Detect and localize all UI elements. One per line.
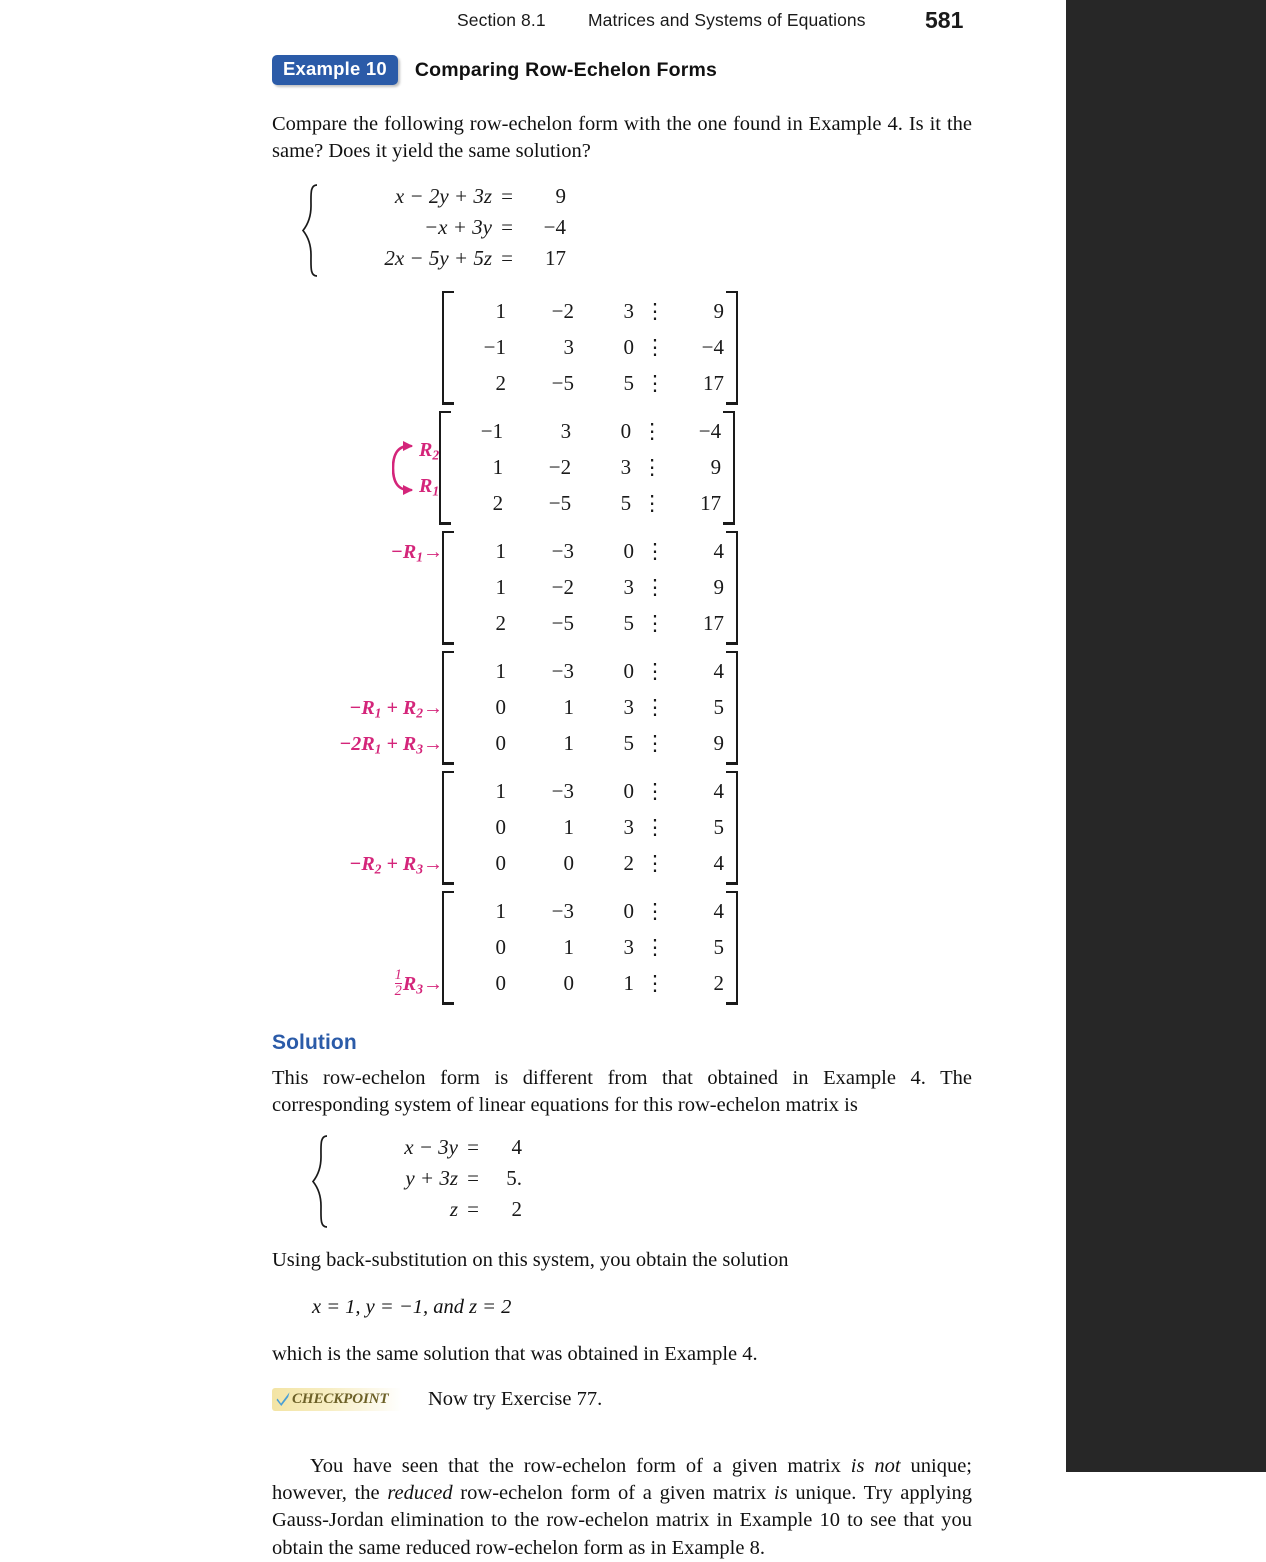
checkpoint-badge (272, 1388, 402, 1411)
matrix-cell: 3 (560, 419, 572, 443)
bracket-left (442, 891, 454, 1005)
matrix-cell: 9 (713, 299, 724, 323)
equation-lhs: 2x − 5y + 5z (384, 245, 492, 270)
page-number: 581 (925, 7, 964, 33)
right-arrow-icon: → (423, 852, 442, 875)
equation-row (320, 215, 566, 246)
matrix-cell: 2 (495, 611, 506, 635)
matrix-row: 1 −2 3 ⋮ 9 (451, 450, 723, 486)
matrix-row: 2 −5 5 ⋮ 17 (454, 606, 726, 642)
matrix-cell: 5 (623, 731, 634, 755)
bracket-left (442, 531, 454, 645)
example-heading (272, 55, 972, 85)
same-solution-text: which is the same solution that was obtained in Example 4. (272, 1342, 758, 1365)
equation-sign: = (501, 214, 513, 239)
equation-rhs: 17 (545, 245, 566, 270)
matrix-row: 1 −3 0 ⋮ 4 (454, 654, 726, 690)
swap-label-bottom: $R_1$ (419, 474, 440, 498)
matrix-row: −1 3 0 ⋮ −4 (454, 330, 726, 366)
equation-sign: = (467, 1135, 479, 1159)
matrix-cell: 4 (713, 779, 724, 803)
bracket-left (442, 291, 454, 405)
matrix-cell: 5 (713, 935, 724, 959)
one-half-fraction: $\frac{1}{2}$ (394, 967, 402, 999)
matrix-cell: 4 (713, 851, 724, 875)
equation-rhs: 5. (506, 1166, 522, 1190)
equation-rhs: 9 (555, 183, 566, 208)
equation-rhs: −4 (543, 214, 566, 239)
equation-row (330, 1166, 522, 1197)
matrix-cell: −1 (483, 335, 506, 359)
matrix-row: 0 0 2 ⋮ 4 (454, 846, 726, 882)
matrix (442, 891, 738, 1005)
matrix (439, 411, 735, 525)
equation-row (330, 1135, 522, 1166)
matrix-cell: 1 (563, 731, 574, 755)
bracket-right (726, 651, 738, 765)
matrix-cell: −4 (701, 335, 724, 359)
row-operation-labels (322, 534, 442, 642)
checkmark-icon (276, 1391, 291, 1407)
row-operation-label: $-R_1 + R_2\to$ (349, 696, 442, 720)
row-operation-label: $-2R_1 + R_3\to$ (339, 732, 442, 756)
bracket-right (726, 771, 738, 885)
matrix-cell: −2 (548, 455, 572, 479)
matrix-cell: 4 (713, 539, 724, 563)
row-operation-labels (312, 654, 442, 762)
matrix-cell: 5 (713, 815, 724, 839)
right-arrow-icon: → (423, 732, 442, 755)
matrix-cell: 3 (623, 815, 634, 839)
dark-right-margin (1066, 0, 1266, 1472)
matrix-row: 0 1 3 ⋮ 5 (454, 810, 726, 846)
equation-row (320, 184, 566, 215)
matrix-cell: 5 (623, 611, 634, 635)
example-badge: Example 10 (272, 55, 398, 85)
matrix-row: 2 −5 5 ⋮ 17 (454, 366, 726, 402)
matrix-cell: 0 (623, 659, 634, 683)
closing-part-2: unique; however, the (272, 1454, 972, 1504)
matrix-cell: 0 (495, 851, 506, 875)
row-operation-labels (317, 774, 442, 882)
matrix-cell: 9 (713, 575, 724, 599)
bracket-left (442, 651, 454, 765)
matrix-row: 0 1 3 ⋮ 5 (454, 930, 726, 966)
matrix-cell: 0 (495, 695, 506, 719)
bracket-right (726, 891, 738, 1005)
matrix-cell: 0 (623, 539, 634, 563)
matrix-cell: 9 (713, 731, 724, 755)
augmented-matrix-eliminate-col2 (317, 771, 972, 885)
solution-heading: Solution (272, 1030, 357, 1054)
matrix-cell: −3 (551, 659, 574, 683)
running-head-title: Matrices and Systems of Equations (588, 10, 866, 30)
right-arrow-icon: → (423, 972, 442, 995)
matrix-cell: 0 (620, 419, 632, 443)
checkpoint-label: CHECKPOINT (292, 1390, 389, 1407)
closing-italic-2: reduced (387, 1482, 453, 1504)
matrix-row: 1 −3 0 ⋮ 4 (454, 774, 726, 810)
bracket-right (723, 411, 735, 525)
equation-lhs: z (449, 1197, 458, 1221)
matrix-cell: 1 (495, 539, 506, 563)
example-title: Comparing Row-Echelon Forms (414, 58, 718, 81)
matrix-cell: 3 (620, 455, 632, 479)
matrix-cell: 0 (623, 779, 634, 803)
right-arrow-icon: → (423, 540, 442, 563)
matrix-cell: 3 (623, 935, 634, 959)
running-head-section: Section 8.1 (457, 10, 546, 30)
matrix-cell: 4 (713, 659, 724, 683)
right-arrow-icon: → (423, 696, 442, 719)
matrix-row: −1 3 0 ⋮ −4 (451, 414, 723, 450)
matrix-cell: 5 (623, 371, 634, 395)
matrix-cell: 0 (623, 899, 634, 923)
matrix-cell: 5 (620, 491, 632, 515)
checkpoint-line (272, 1388, 972, 1411)
matrix-cell: 1 (495, 299, 506, 323)
matrix-cell: 1 (563, 695, 574, 719)
matrix-cell: 2 (623, 851, 634, 875)
matrix-cell: 1 (563, 815, 574, 839)
matrix-cell: 3 (623, 695, 634, 719)
equation-row (320, 246, 566, 277)
matrix-cell: 2 (713, 971, 724, 995)
matrix (442, 531, 738, 645)
matrix-cell: −5 (548, 491, 572, 515)
matrix-row: 0 1 5 ⋮ 9 (454, 726, 726, 762)
system-brace (302, 184, 320, 277)
matrix-cell: 0 (495, 815, 506, 839)
matrix-cell: 1 (495, 659, 506, 683)
row-operation-labels (382, 894, 442, 1002)
closing-italic-3: is (774, 1482, 788, 1504)
matrix-row: 0 1 3 ⋮ 5 (454, 690, 726, 726)
matrix (442, 651, 738, 765)
matrix-cell: 17 (703, 611, 724, 635)
bracket-right (726, 531, 738, 645)
matrix-row: 1 −3 0 ⋮ 4 (454, 534, 726, 570)
matrix-cell: 1 (495, 899, 506, 923)
equation-sign: = (501, 183, 513, 208)
matrix (442, 291, 738, 405)
matrix-cell: 0 (563, 851, 574, 875)
closing-part-1: You have seen that the row-echelon form of a given matrix (310, 1454, 851, 1477)
matrix-cell: −2 (551, 575, 574, 599)
matrix-cell: 3 (563, 335, 574, 359)
augmented-matrix-initial (442, 291, 972, 405)
matrix-cell: 2 (495, 371, 506, 395)
matrix-cell: −3 (551, 779, 574, 803)
row-operation-label: $-R_1\to$ (390, 540, 442, 564)
equation-rhs: 4 (511, 1135, 522, 1159)
row-operation-label: $-R_2 + R_3\to$ (349, 852, 442, 876)
equation-row (330, 1197, 522, 1228)
back-substitution-text: Using back-substitution on this system, you obtain the solution (272, 1249, 789, 1271)
bracket-right (726, 291, 738, 405)
intro-paragraph: Compare the following row-echelon form with the one found in Example 4. Is it the same? Does it yield the same solution? (272, 113, 972, 163)
matrix-cell: 0 (563, 971, 574, 995)
matrix-cell: −3 (551, 899, 574, 923)
matrix-cell: 0 (495, 731, 506, 755)
augmented-matrix-swap (392, 411, 972, 525)
row-swap-annotation (392, 414, 439, 522)
row-operation-label: $\frac{1}{2}$ $R_3\to$ (394, 967, 442, 999)
matrix-cell: 5 (713, 695, 724, 719)
equation-lhs: −x + 3y (424, 214, 492, 239)
augmented-matrix-negate-r1 (322, 531, 972, 645)
solution-paragraph: This row-echelon form is different from that obtained in Example 4. The corresponding system of linear equations for this row-echelon matrix is (272, 1066, 972, 1116)
solution-values: x = 1, y = −1, and z = 2 (312, 1296, 512, 1319)
matrix-cell: 3 (623, 299, 634, 323)
equation-lhs: x − 3y (404, 1135, 458, 1159)
matrix-cell: 0 (495, 935, 506, 959)
matrix-cell: 17 (703, 371, 724, 395)
matrix-cell: −4 (698, 419, 722, 443)
matrix-cell: 1 (623, 971, 634, 995)
original-system (302, 184, 972, 277)
matrix-row: 1 −3 0 ⋮ 4 (454, 894, 726, 930)
closing-paragraph (272, 1453, 972, 1562)
bracket-left (442, 771, 454, 885)
matrix-cell: −3 (551, 539, 574, 563)
matrix-cell: −2 (551, 299, 574, 323)
matrix-cell: −5 (551, 371, 574, 395)
matrix (442, 771, 738, 885)
equation-sign: = (467, 1166, 479, 1190)
matrix-cell: 4 (713, 899, 724, 923)
checkpoint-text: Now try Exercise 77. (428, 1387, 603, 1410)
equation-lhs: y + 3z (405, 1166, 458, 1190)
equation-sign: = (467, 1197, 479, 1221)
closing-part-4: unique. Try applying Gauss-Jordan elimination to the row-echelon matrix in Example 10 to see that you obtain the same reduced row-echelon form as in Example 8. (272, 1482, 973, 1559)
matrix-cell: −1 (480, 419, 504, 443)
closing-italic-1: is not (850, 1454, 901, 1477)
running-head (0, 7, 1066, 36)
matrix-row: 1 −2 3 ⋮ 9 (454, 570, 726, 606)
swap-label-top: $R_2$ (419, 438, 440, 462)
matrix-cell: 1 (563, 935, 574, 959)
swap-arrow-icon (392, 439, 418, 497)
augmented-matrix-eliminate-col1 (312, 651, 972, 765)
matrix-cell: 2 (492, 491, 504, 515)
system-brace (312, 1135, 330, 1228)
matrix-cell: 1 (495, 779, 506, 803)
matrix-cell: 0 (495, 971, 506, 995)
matrix-cell: 0 (623, 335, 634, 359)
closing-part-3: row-echelon form of a given matrix (452, 1482, 775, 1504)
matrix-cell: 17 (700, 491, 722, 515)
page-content (272, 55, 972, 1562)
matrix-cell: 9 (710, 455, 722, 479)
equation-lhs: x − 2y + 3z (394, 183, 492, 208)
augmented-matrix-final (382, 891, 972, 1005)
matrix-cell: 3 (623, 575, 634, 599)
matrix-cell: −5 (551, 611, 574, 635)
equation-sign: = (501, 245, 513, 270)
bracket-left (439, 411, 451, 525)
equation-rhs: 2 (511, 1197, 522, 1221)
matrix-cell: 1 (492, 455, 504, 479)
matrix-cell: 1 (495, 575, 506, 599)
matrix-row: 0 0 1 ⋮ 2 (454, 966, 726, 1002)
solution-system (312, 1135, 972, 1228)
matrix-row: 2 −5 5 ⋮ 17 (451, 486, 723, 522)
matrix-row: 1 −2 3 ⋮ 9 (454, 294, 726, 330)
